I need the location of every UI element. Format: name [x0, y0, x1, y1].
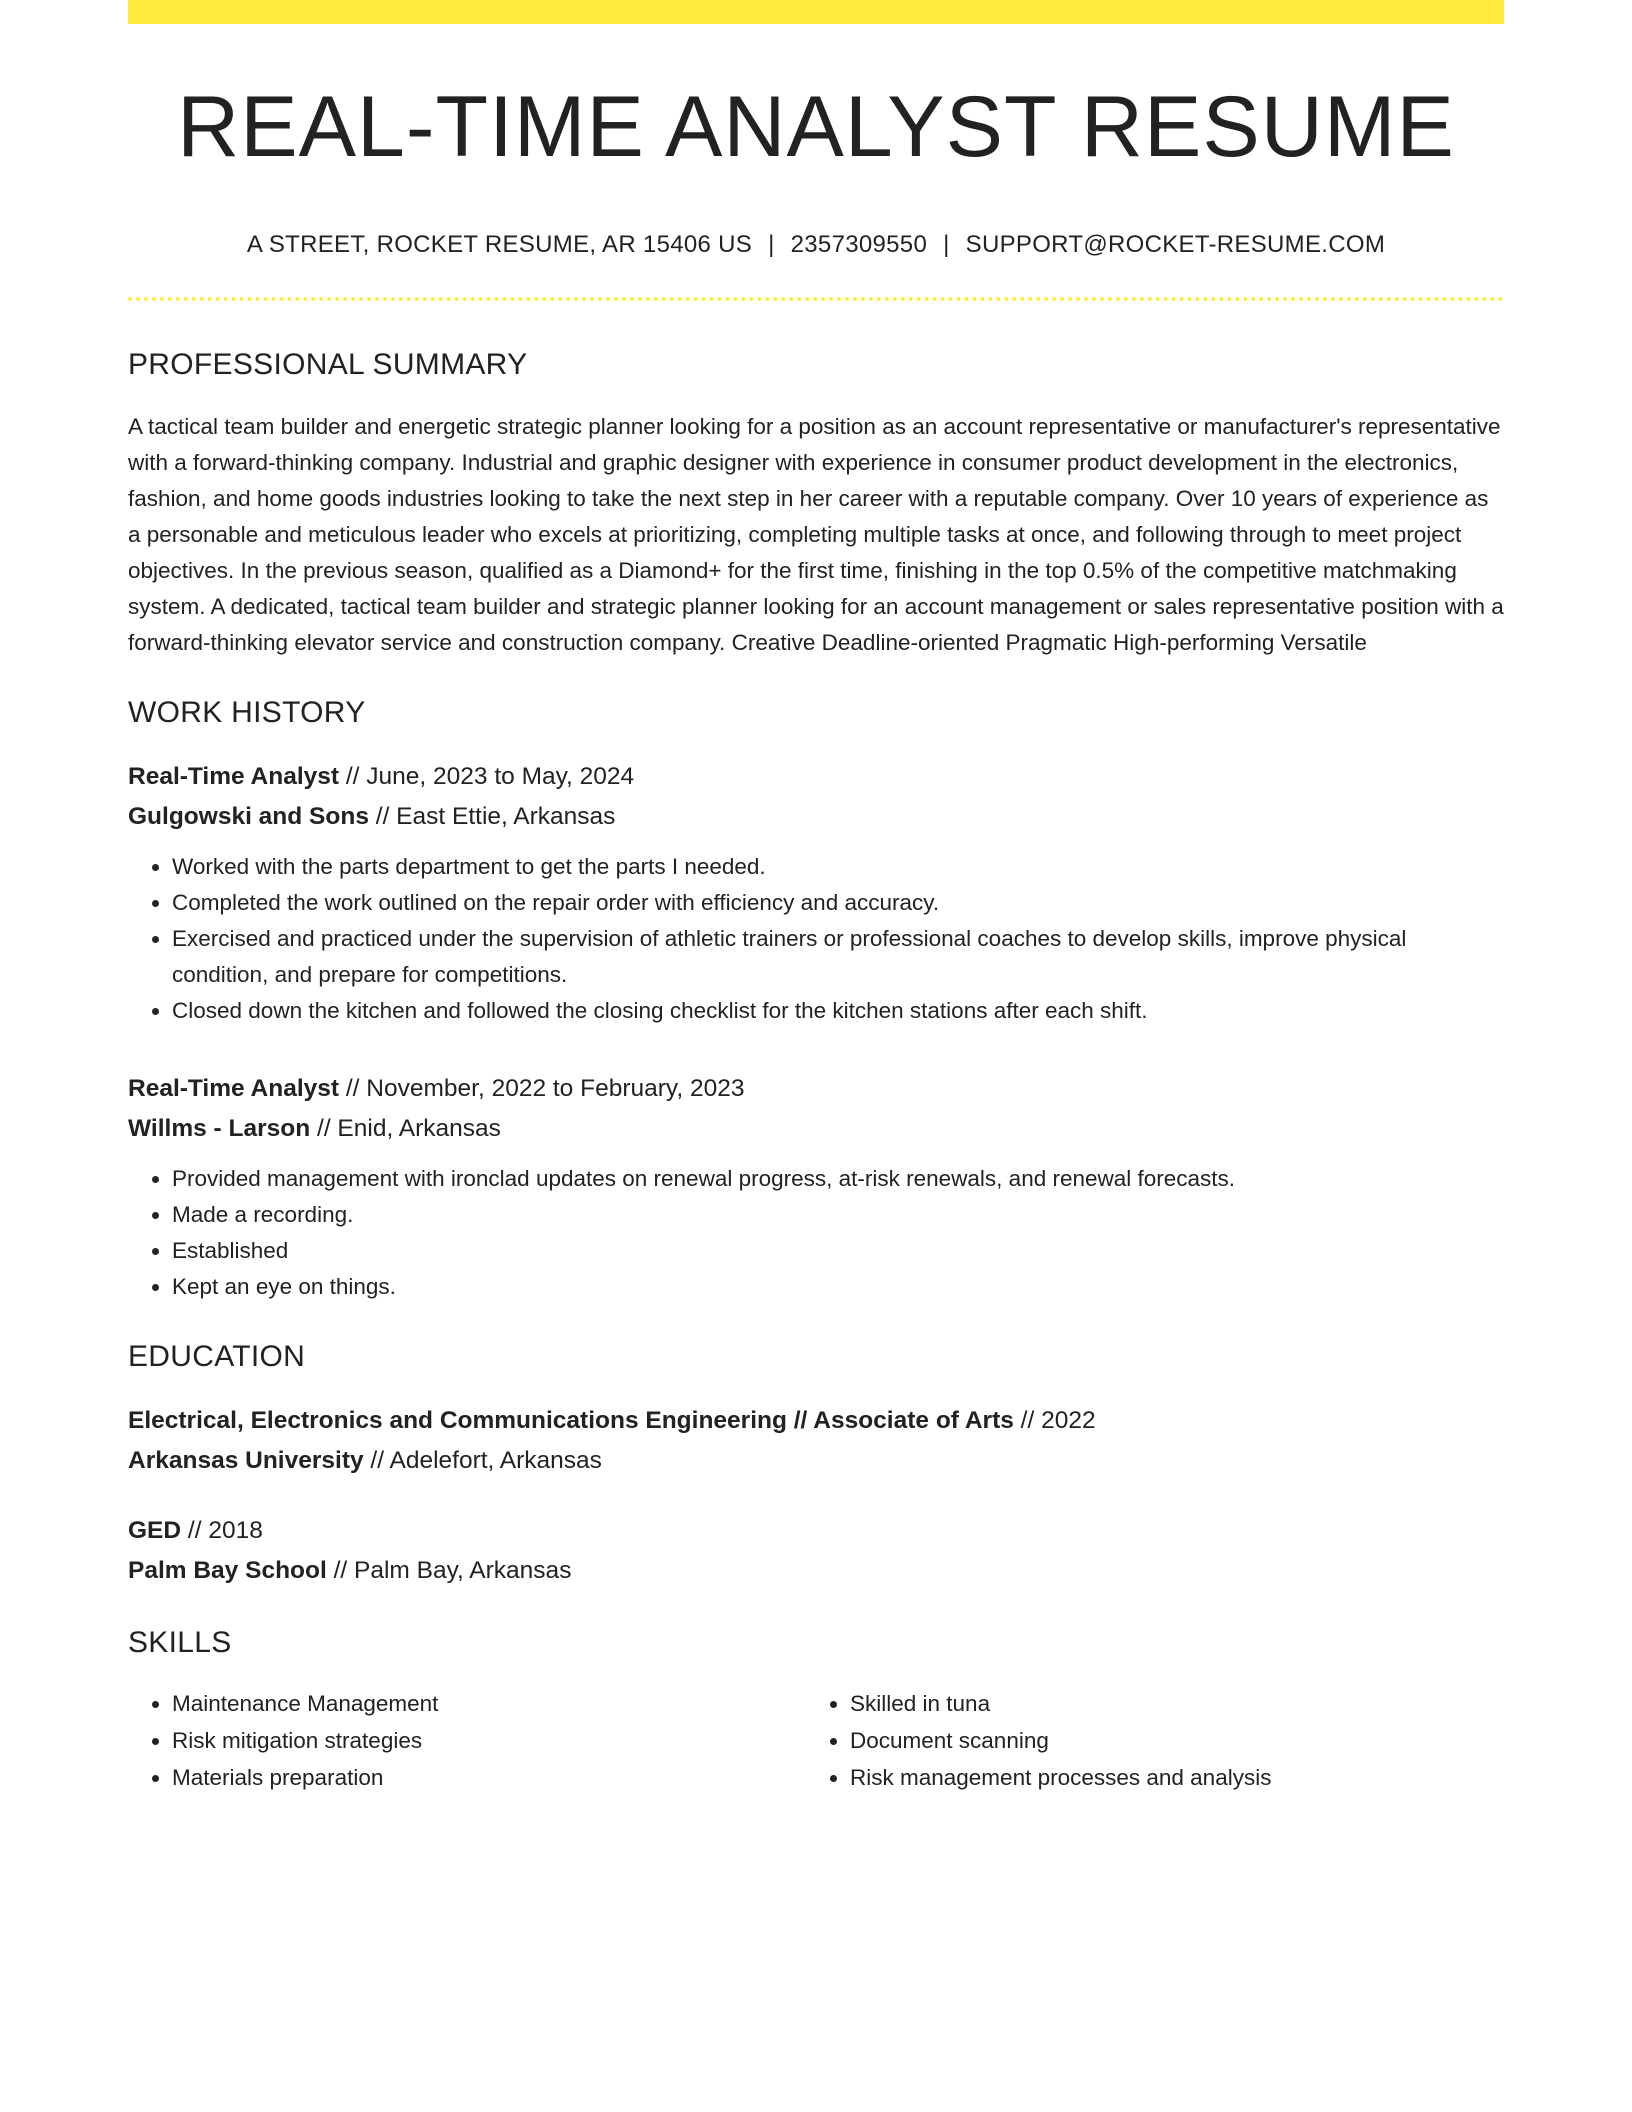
job-bullet: • Completed the work outlined on the repair order with efficiency and accuracy.	[172, 885, 1504, 921]
job-role: Real-Time Analyst	[128, 763, 340, 791]
education-school-line	[128, 1441, 1504, 1481]
skill-item: • Risk management processes and analysis	[850, 1759, 1484, 1796]
skill-item: • Materials preparation	[172, 1759, 806, 1796]
resume-title: REAL-TIME ANALYST RESUME	[177, 79, 1455, 175]
job-entry	[128, 757, 1504, 1029]
job-bullet: • Closed down the kitchen and followed the closing checklist for the kitchen stations after each shift.	[172, 993, 1504, 1029]
work-history-heading: WORK HISTORY	[128, 696, 366, 730]
job-title-line	[128, 1069, 1504, 1109]
accent-top-bar	[128, 0, 1504, 24]
education-location: // Palm Bay, Arkansas	[326, 1557, 572, 1585]
skills-column-left	[128, 1685, 806, 1796]
contact-phone: 2357309550	[790, 230, 928, 258]
job-location: // Enid, Arkansas	[310, 1115, 501, 1143]
job-location: // East Ettie, Arkansas	[368, 803, 616, 831]
job-dates: // June, 2023 to May, 2024	[339, 763, 635, 791]
job-title-line	[128, 757, 1504, 797]
education-school-line	[128, 1551, 1504, 1591]
job-entry	[128, 1069, 1504, 1305]
education-heading: EDUCATION	[128, 1340, 306, 1374]
skill-item: • Skilled in tuna	[850, 1685, 1484, 1722]
education-school: Palm Bay School	[128, 1557, 327, 1585]
education-year: // 2018	[181, 1517, 263, 1545]
contact-email: SUPPORT@ROCKET-RESUME.COM	[965, 230, 1386, 258]
contact-separator: |	[768, 230, 775, 258]
education-location: // Adelefort, Arkansas	[363, 1447, 602, 1475]
job-bullet: • Kept an eye on things.	[172, 1269, 1504, 1305]
education-degree-line	[128, 1511, 1504, 1551]
education-entry	[128, 1401, 1504, 1481]
job-company-line	[128, 797, 1504, 837]
job-bullet: • Established	[172, 1233, 1504, 1269]
job-bullet: • Provided management with ironclad updates on renewal progress, at-risk renewals, and renewal forecasts.	[172, 1161, 1504, 1197]
job-role: Real-Time Analyst	[128, 1075, 340, 1103]
skills-heading: SKILLS	[128, 1626, 232, 1660]
job-bullets	[128, 1161, 1504, 1305]
dotted-divider	[128, 297, 1504, 301]
contact-line	[128, 231, 1504, 260]
job-dates: // November, 2022 to February, 2023	[339, 1075, 745, 1103]
education-degree-line	[128, 1401, 1504, 1441]
job-bullet: • Worked with the parts department to get the parts I needed.	[172, 849, 1504, 885]
education-year: // 2022	[1013, 1407, 1096, 1435]
skill-item: • Maintenance Management	[172, 1685, 806, 1722]
resume-page	[128, 0, 1504, 1796]
job-company: Gulgowski and Sons	[128, 803, 369, 831]
skills-column-right	[806, 1685, 1484, 1796]
job-company: Willms - Larson	[128, 1115, 311, 1143]
skill-item: • Risk mitigation strategies	[172, 1722, 806, 1759]
summary-text: A tactical team builder and energetic strategic planner looking for a position as an account representative or manufacturer's representative with a forward-thinking company. Industrial and graphic designer with experience in consumer product development in the electronics, fashion, and home goods industries looking to take the next step in her career with a reputable company. Over 10 years of experience as a personable and meticulous leader who excels at prioritizing, completing multiple tasks at once, and following through to meet project objectives. In the previous season, qualified as a Diamond+ for the first time, finishing in the top 0.5% of the competitive matchmaking system. A dedicated, tactical team builder and strategic planner looking for an account management or sales representative position with a forward-thinking elevator service and construction company. Creative Deadline-oriented Pragmatic High-performing Versatile	[128, 414, 1504, 656]
education-degree: GED	[128, 1517, 182, 1545]
contact-address: A STREET, ROCKET RESUME, AR 15406 US	[246, 230, 753, 258]
education-entry	[128, 1511, 1504, 1591]
summary-heading: PROFESSIONAL SUMMARY	[128, 348, 528, 382]
job-bullets	[128, 849, 1504, 1029]
job-bullet: • Exercised and practiced under the supervision of athletic trainers or professional coaches to develop skills, improve physical condition, and prepare for competitions.	[172, 921, 1504, 993]
skills-grid	[128, 1685, 1504, 1796]
skill-item: • Document scanning	[850, 1722, 1484, 1759]
education-degree: Electrical, Electronics and Communications Engineering // Associate of Arts	[128, 1407, 1014, 1435]
job-company-line	[128, 1109, 1504, 1149]
education-school: Arkansas University	[128, 1447, 364, 1475]
contact-separator: |	[943, 230, 950, 258]
job-bullet: • Made a recording.	[172, 1197, 1504, 1233]
